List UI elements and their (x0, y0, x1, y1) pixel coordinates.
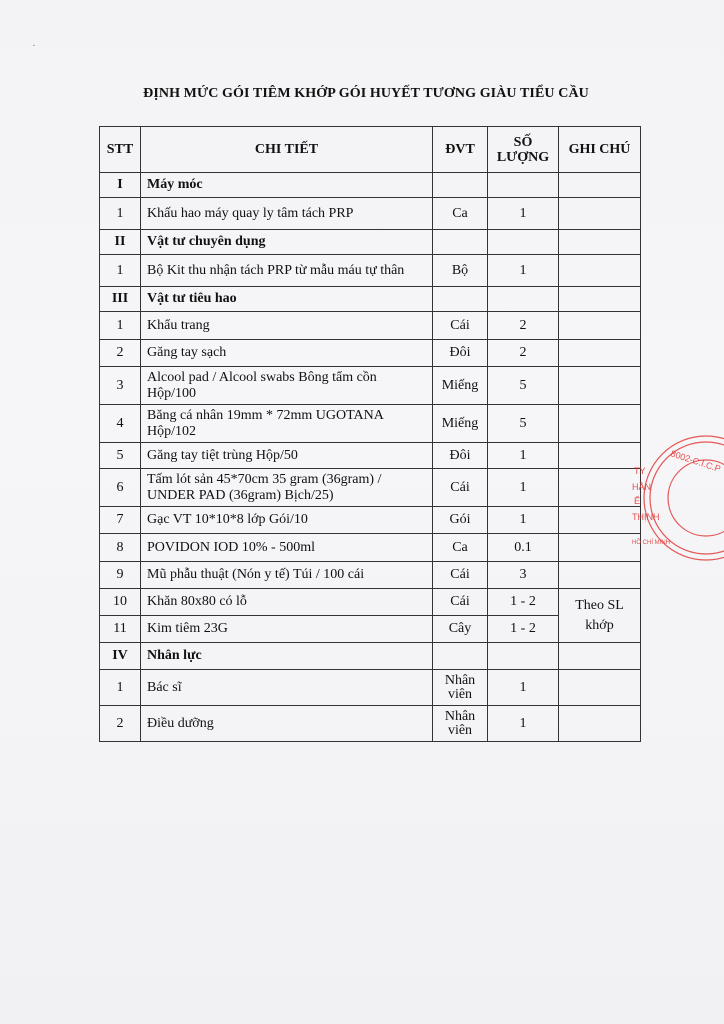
row-stt: 1 (100, 255, 141, 287)
section-number: III (100, 287, 141, 312)
row-unit: Nhân viên (433, 670, 488, 706)
row-qty: 1 - 2 (488, 589, 559, 616)
row-qty: 1 (488, 443, 559, 469)
section-number: I (100, 173, 141, 198)
merged-note: Theo SL khớp (559, 589, 641, 643)
header-detail: CHI TIẾT (141, 127, 433, 173)
row-qty: 1 (488, 469, 559, 507)
row-detail: Khấu hao máy quay ly tâm tách PRP (141, 198, 433, 230)
row-unit: Nhân viên (433, 706, 488, 742)
row-unit: Ca (433, 198, 488, 230)
scan-mark: · (32, 40, 36, 52)
header-stt: STT (100, 127, 141, 173)
section-number: II (100, 230, 141, 255)
row-qty: 1 - 2 (488, 616, 559, 643)
row-note (559, 670, 641, 706)
section-row (100, 230, 641, 255)
header-unit: ĐVT (433, 127, 488, 173)
row-qty: 3 (488, 562, 559, 589)
table-row (100, 469, 641, 507)
row-unit: Gói (433, 507, 488, 534)
row-unit: Cây (433, 616, 488, 643)
row-stt: 8 (100, 534, 141, 562)
row-qty: 1 (488, 255, 559, 287)
row-stt: 2 (100, 340, 141, 367)
row-detail: Gạc VT 10*10*8 lớp Gói/10 (141, 507, 433, 534)
row-detail: POVIDON IOD 10% - 500ml (141, 534, 433, 562)
row-unit: Cái (433, 312, 488, 340)
row-qty: 1 (488, 507, 559, 534)
header-note: GHI CHÚ (559, 127, 641, 173)
section-row (100, 173, 641, 198)
table-row (100, 443, 641, 469)
row-detail: Alcool pad / Alcool swabs Bông tẩm cồn Hộp/100 (141, 367, 433, 405)
row-stt: 6 (100, 469, 141, 507)
table-row (100, 562, 641, 589)
stamp-code: 8002-C.I.C.P (669, 448, 722, 474)
table-row (100, 340, 641, 367)
row-note (559, 367, 641, 405)
row-unit: Đôi (433, 443, 488, 469)
row-detail: Găng tay tiệt trùng Hộp/50 (141, 443, 433, 469)
row-qty: 1 (488, 198, 559, 230)
section-label: Máy móc (141, 173, 433, 198)
row-detail: Bác sĩ (141, 670, 433, 706)
section-row (100, 287, 641, 312)
row-detail: Băng cá nhân 19mm * 72mm UGOTANA Hộp/102 (141, 405, 433, 443)
table-row (100, 367, 641, 405)
table-row (100, 198, 641, 230)
row-stt: 5 (100, 443, 141, 469)
section-label: Nhân lực (141, 643, 433, 670)
row-stt: 3 (100, 367, 141, 405)
row-qty: 0.1 (488, 534, 559, 562)
section-label: Vật tư tiêu hao (141, 287, 433, 312)
row-detail: Bộ Kit thu nhận tách PRP từ mẫu máu tự thân (141, 255, 433, 287)
table-row (100, 405, 641, 443)
row-detail: Găng tay sạch (141, 340, 433, 367)
section-label: Vật tư chuyên dụng (141, 230, 433, 255)
row-qty: 5 (488, 405, 559, 443)
row-note (559, 340, 641, 367)
row-stt: 11 (100, 616, 141, 643)
stamp-line-5: HỒ CHÍ MINH (632, 540, 670, 546)
section-number: IV (100, 643, 141, 670)
table-row (100, 670, 641, 706)
row-stt: 1 (100, 312, 141, 340)
row-unit: Miếng (433, 367, 488, 405)
row-detail: Khăn 80x80 có lỗ (141, 589, 433, 616)
row-qty: 2 (488, 312, 559, 340)
row-unit: Đôi (433, 340, 488, 367)
row-stt: 7 (100, 507, 141, 534)
row-unit: Cái (433, 562, 488, 589)
row-stt: 9 (100, 562, 141, 589)
row-note (559, 706, 641, 742)
row-qty: 1 (488, 706, 559, 742)
document-title: ĐỊNH MỨC GÓI TIÊM KHỚP GÓI HUYẾT TƯƠNG GIÀU TIỂU CẦU (143, 86, 589, 101)
row-stt: 1 (100, 670, 141, 706)
table-header-row (100, 127, 641, 173)
table-row (100, 312, 641, 340)
row-detail: Điều dưỡng (141, 706, 433, 742)
row-qty: 1 (488, 670, 559, 706)
row-note (559, 198, 641, 230)
table-row (100, 507, 641, 534)
row-unit: Miếng (433, 405, 488, 443)
row-stt: 2 (100, 706, 141, 742)
row-detail: Mũ phẫu thuật (Nón y tế) Túi / 100 cái (141, 562, 433, 589)
row-unit: Cái (433, 589, 488, 616)
row-stt: 10 (100, 589, 141, 616)
stamp-line-1: TY (634, 466, 646, 476)
row-note (559, 562, 641, 589)
row-note (559, 312, 641, 340)
row-unit: Bộ (433, 255, 488, 287)
stamp-line-2: HẦN (632, 482, 652, 492)
row-detail: Kim tiêm 23G (141, 616, 433, 643)
table-row (100, 706, 641, 742)
stamp-line-4: THỊNH (632, 512, 660, 522)
row-qty: 5 (488, 367, 559, 405)
stamp-text (632, 448, 722, 546)
row-stt: 1 (100, 198, 141, 230)
table-row (100, 534, 641, 562)
row-unit: Cái (433, 469, 488, 507)
norm-table (99, 126, 641, 742)
row-unit: Ca (433, 534, 488, 562)
row-qty: 2 (488, 340, 559, 367)
section-row (100, 643, 641, 670)
row-detail: Khẩu trang (141, 312, 433, 340)
row-note (559, 255, 641, 287)
table-row (100, 255, 641, 287)
stamp-line-3: Ế (634, 496, 641, 506)
table-row (100, 589, 641, 616)
row-detail: Tấm lót sản 45*70cm 35 gram (36gram) / UNDER PAD (36gram) Bịch/25) (141, 469, 433, 507)
company-stamp-seal (618, 434, 724, 564)
row-stt: 4 (100, 405, 141, 443)
header-qty: SỐ LƯỢNG (488, 127, 559, 173)
